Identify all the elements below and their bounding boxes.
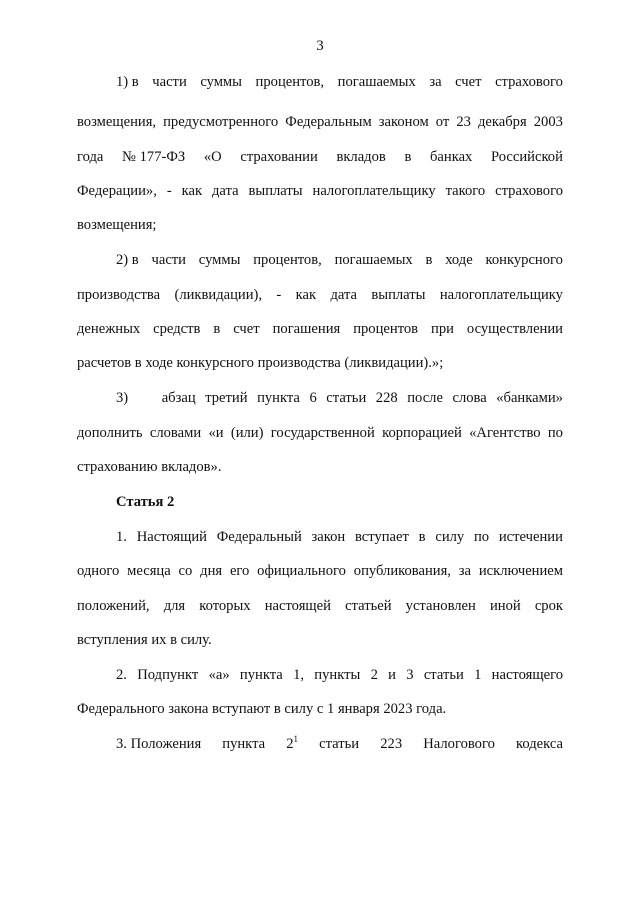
text-line: страхованию вкладов». <box>77 459 222 475</box>
word: «О <box>203 149 222 165</box>
word: страховании <box>240 149 318 165</box>
word: производства <box>77 287 161 303</box>
word: статьи <box>326 390 367 406</box>
word: суммы <box>198 252 241 268</box>
word: 2003 <box>533 114 563 130</box>
word: 2) в <box>116 252 139 268</box>
word: статьи <box>423 667 464 683</box>
word: декабря <box>478 114 527 130</box>
word: его <box>229 563 250 579</box>
word: 228 <box>375 390 398 406</box>
word: счет <box>455 74 482 90</box>
page-number: 3 <box>316 38 324 54</box>
text-line <box>77 182 563 200</box>
word: № 177-ФЗ <box>122 149 186 165</box>
word: за <box>429 74 442 90</box>
word: «а» <box>208 667 230 683</box>
word: исключением <box>478 563 563 579</box>
word: со <box>178 563 193 579</box>
word: для <box>163 598 186 614</box>
word: в <box>418 529 426 545</box>
word: иной <box>489 598 521 614</box>
word: (или) <box>230 425 264 441</box>
word: статьи <box>319 736 360 752</box>
word: дата <box>212 183 239 199</box>
text-line: вступления их в силу. <box>77 632 212 648</box>
word: третий <box>205 390 248 406</box>
word: одного <box>77 563 120 579</box>
word: в <box>404 149 412 165</box>
text-line: расчетов в ходе конкурсного производства (ликвидации).»; <box>77 355 444 371</box>
word: которых <box>199 598 251 614</box>
word: 2 <box>370 667 378 683</box>
word: погашаемых <box>334 252 413 268</box>
word: официального <box>257 563 346 579</box>
word: Налогового <box>423 736 495 752</box>
word: пункта <box>257 390 300 406</box>
word: погашения <box>272 321 341 337</box>
word: процентов, <box>253 252 322 268</box>
word: 3) <box>116 390 129 406</box>
word: положений, <box>77 598 150 614</box>
superscript: 1 <box>293 734 299 744</box>
word: при <box>431 321 454 337</box>
word: 223 <box>380 736 403 752</box>
word: «банками» <box>496 390 563 406</box>
word: Российской <box>490 149 563 165</box>
word: корпорацией <box>382 425 462 441</box>
word: Федеральный <box>216 529 302 545</box>
word-with-superscript <box>286 735 298 753</box>
word: страхового <box>495 74 563 90</box>
word: выплаты <box>248 183 303 199</box>
word: словами <box>149 425 202 441</box>
word: в <box>213 321 221 337</box>
word: Федерации», <box>77 183 157 199</box>
word: конкурсного <box>485 252 563 268</box>
text-line <box>77 320 563 338</box>
word: 1. <box>116 529 127 545</box>
word: настоящей <box>264 598 331 614</box>
word: «и <box>208 425 224 441</box>
word: части <box>151 252 186 268</box>
word: вступает <box>354 529 409 545</box>
word: 1) в <box>116 74 139 90</box>
word: выплаты <box>371 287 426 303</box>
word: денежных <box>77 321 141 337</box>
word: - <box>166 183 172 199</box>
word: средств <box>153 321 201 337</box>
word: осуществлении <box>466 321 563 337</box>
word: статьей <box>345 598 392 614</box>
word: налогоплательщику <box>312 183 436 199</box>
word: как <box>181 183 203 199</box>
word: погашаемых <box>337 74 416 90</box>
article-heading: Статья 2 <box>116 494 175 510</box>
word: настоящего <box>491 667 563 683</box>
word: и <box>388 667 396 683</box>
word: срок <box>534 598 563 614</box>
text-line <box>77 562 563 580</box>
word: пункта <box>239 667 283 683</box>
text-line <box>77 597 563 615</box>
word: Подпункт <box>137 667 199 683</box>
word: 1, <box>293 667 305 683</box>
word: Настоящий <box>136 529 207 545</box>
text-line: Федерального закона вступают в силу с 1 января 2023 года. <box>77 701 447 717</box>
word: истечении <box>498 529 563 545</box>
word: кодекса <box>516 736 563 752</box>
text-line <box>77 113 563 131</box>
word: ходе <box>445 252 473 268</box>
word: государственной <box>270 425 375 441</box>
text-line <box>116 251 563 269</box>
word: силу <box>435 529 465 545</box>
word: законом <box>378 114 429 130</box>
word: от <box>435 114 450 130</box>
word: установлен <box>405 598 476 614</box>
text-line <box>116 735 563 753</box>
word: за <box>458 563 472 579</box>
word: - <box>276 287 282 303</box>
word: 6 <box>309 390 317 406</box>
word: «Агентство <box>469 425 541 441</box>
word: дата <box>330 287 358 303</box>
word: 2 <box>286 736 294 752</box>
word: страхового <box>495 183 563 199</box>
word: такого <box>445 183 486 199</box>
text-line <box>77 424 563 442</box>
word: 3 <box>406 667 414 683</box>
word: процентов <box>353 321 419 337</box>
text-line <box>116 389 563 407</box>
word: пункты <box>314 667 361 683</box>
word: процентов, <box>255 74 325 90</box>
word: части <box>152 74 187 90</box>
word: после <box>407 390 443 406</box>
word: налогоплательщику <box>439 287 563 303</box>
word: (ликвидации), <box>174 287 263 303</box>
word: дня <box>200 563 223 579</box>
word: по <box>473 529 490 545</box>
word: вкладов <box>336 149 386 165</box>
word: слова <box>452 390 487 406</box>
word: предусмотренного <box>163 114 279 130</box>
word: 1 <box>474 667 482 683</box>
word: Федеральным <box>285 114 372 130</box>
text-line <box>116 73 563 91</box>
text-line <box>116 666 563 684</box>
word: 2. <box>116 667 127 683</box>
word: 23 <box>456 114 471 130</box>
word: счет <box>233 321 260 337</box>
word: возмещения, <box>77 114 157 130</box>
word: банках <box>429 149 473 165</box>
word: в <box>425 252 433 268</box>
word: 3. Положения <box>116 736 202 752</box>
word: дополнить <box>77 425 143 441</box>
word: месяца <box>127 563 171 579</box>
text-line <box>116 528 563 546</box>
word: суммы <box>200 74 242 90</box>
word: опубликования, <box>353 563 451 579</box>
word: как <box>295 287 317 303</box>
word: абзац <box>161 390 196 406</box>
text-line <box>77 148 563 166</box>
text-line: возмещения; <box>77 217 157 233</box>
text-line <box>77 286 563 304</box>
word: закон <box>311 529 346 545</box>
word: пункта <box>222 736 266 752</box>
word: по <box>547 425 563 441</box>
word: года <box>77 149 104 165</box>
